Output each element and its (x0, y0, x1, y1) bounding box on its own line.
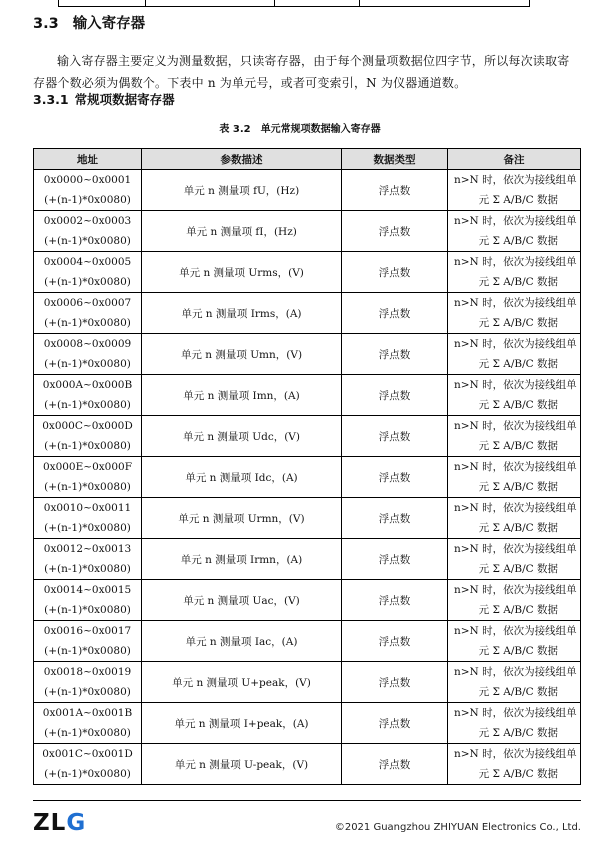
type-cell: 浮点数 (342, 744, 448, 785)
address-offset: (+(n-1)*0x0080) (44, 686, 131, 698)
note-line-2: 元 Σ A/B/C 数据 (478, 727, 558, 739)
type-cell: 浮点数 (342, 252, 448, 293)
note-line-2: 元 Σ A/B/C 数据 (478, 768, 558, 780)
table-row (34, 662, 581, 703)
param-cell: 单元 n 测量项 Idc，(A) (142, 457, 342, 498)
previous-table-divider (359, 0, 360, 6)
table-row (34, 744, 581, 785)
note-line-1: n>N 时，依次为接线组单 (454, 338, 577, 350)
address-range: 0x000C~0x000D (42, 420, 133, 432)
table-row (34, 621, 581, 662)
address-cell (34, 252, 142, 293)
logo-text: ZL (33, 810, 67, 836)
note-line-1: n>N 时，依次为接线组单 (454, 584, 577, 596)
logo-accent: G (66, 810, 87, 836)
note-line-2: 元 Σ A/B/C 数据 (478, 563, 558, 575)
table-caption: 表 3.2 单元常规项数据输入寄存器 (219, 124, 381, 135)
table-row (34, 498, 581, 539)
param-cell: 单元 n 测量项 Irmn，(A) (142, 539, 342, 580)
address-range: 0x0018~0x0019 (43, 666, 132, 678)
previous-table-divider (145, 0, 146, 6)
note-line-1: n>N 时，依次为接线组单 (454, 420, 577, 432)
type-cell: 浮点数 (342, 539, 448, 580)
address-cell (34, 293, 142, 334)
section-number: 3.3 (33, 16, 59, 32)
header-address: 地址 (34, 149, 142, 170)
address-cell (34, 539, 142, 580)
note-cell (448, 375, 581, 416)
note-line-2: 元 Σ A/B/C 数据 (478, 317, 558, 329)
header-type: 数据类型 (342, 149, 448, 170)
note-line-1: n>N 时，依次为接线组单 (454, 215, 577, 227)
table-row (34, 170, 581, 211)
note-line-2: 元 Σ A/B/C 数据 (478, 481, 558, 493)
note-cell (448, 252, 581, 293)
address-range: 0x0000~0x0001 (43, 174, 132, 186)
address-range: 0x0010~0x0011 (43, 502, 132, 514)
type-cell: 浮点数 (342, 211, 448, 252)
note-cell (448, 662, 581, 703)
address-cell (34, 416, 142, 457)
note-line-1: n>N 时，依次为接线组单 (454, 174, 577, 186)
address-offset: (+(n-1)*0x0080) (44, 440, 131, 452)
note-line-2: 元 Σ A/B/C 数据 (478, 686, 558, 698)
table-row (34, 293, 581, 334)
note-cell (448, 211, 581, 252)
note-cell (448, 170, 581, 211)
address-cell (34, 621, 142, 662)
note-line-2: 元 Σ A/B/C 数据 (478, 440, 558, 452)
type-cell: 浮点数 (342, 457, 448, 498)
address-cell (34, 334, 142, 375)
note-cell (448, 539, 581, 580)
param-cell: 单元 n 测量项 Iac，(A) (142, 621, 342, 662)
type-cell: 浮点数 (342, 375, 448, 416)
table-row (34, 457, 581, 498)
subsection-heading (33, 90, 175, 108)
param-cell: 单元 n 测量项 fU，(Hz) (142, 170, 342, 211)
type-cell: 浮点数 (342, 170, 448, 211)
address-offset: (+(n-1)*0x0080) (44, 317, 131, 329)
param-cell: 单元 n 测量项 Urms，(V) (142, 252, 342, 293)
address-offset: (+(n-1)*0x0080) (44, 768, 131, 780)
address-offset: (+(n-1)*0x0080) (44, 727, 131, 739)
address-cell (34, 170, 142, 211)
address-cell (34, 457, 142, 498)
zlg-logo (33, 810, 86, 836)
note-cell (448, 703, 581, 744)
type-cell: 浮点数 (342, 703, 448, 744)
param-cell: 单元 n 测量项 I+peak，(A) (142, 703, 342, 744)
note-cell (448, 580, 581, 621)
table-row (34, 539, 581, 580)
address-offset: (+(n-1)*0x0080) (44, 645, 131, 657)
table-row (34, 416, 581, 457)
note-line-1: n>N 时，依次为接线组单 (454, 461, 577, 473)
header-note: 备注 (448, 149, 581, 170)
address-range: 0x0004~0x0005 (43, 256, 132, 268)
note-cell (448, 457, 581, 498)
address-range: 0x0006~0x0007 (43, 297, 132, 309)
note-cell (448, 498, 581, 539)
param-cell: 单元 n 测量项 Udc，(V) (142, 416, 342, 457)
type-cell: 浮点数 (342, 498, 448, 539)
address-cell (34, 498, 142, 539)
param-cell: 单元 n 测量项 fI，(Hz) (142, 211, 342, 252)
address-cell (34, 580, 142, 621)
note-cell (448, 293, 581, 334)
address-range: 0x0012~0x0013 (43, 543, 132, 555)
note-cell (448, 416, 581, 457)
previous-table-edge (58, 0, 530, 7)
address-cell (34, 662, 142, 703)
address-cell (34, 703, 142, 744)
address-offset: (+(n-1)*0x0080) (44, 235, 131, 247)
address-offset: (+(n-1)*0x0080) (44, 358, 131, 370)
note-line-1: n>N 时，依次为接线组单 (454, 707, 577, 719)
note-cell (448, 334, 581, 375)
param-cell: 单元 n 测量项 Umn，(V) (142, 334, 342, 375)
param-cell: 单元 n 测量项 Urmn，(V) (142, 498, 342, 539)
table-row (34, 580, 581, 621)
address-range: 0x0014~0x0015 (43, 584, 132, 596)
note-line-2: 元 Σ A/B/C 数据 (478, 522, 558, 534)
param-cell: 单元 n 测量项 Uac，(V) (142, 580, 342, 621)
note-line-1: n>N 时，依次为接线组单 (454, 625, 577, 637)
intro-paragraph: 输入寄存器主要定义为测量数据，只读寄存器，由于每个测量项数据位四字节，所以每次读取寄存器个数必须为偶数个。下表中 n 为单元号，或者可变索引，N 为仪器通道数。 (33, 54, 570, 90)
param-cell: 单元 n 测量项 Irms，(A) (142, 293, 342, 334)
header-param: 参数描述 (142, 149, 342, 170)
footer-rule (33, 800, 581, 801)
note-line-1: n>N 时，依次为接线组单 (454, 297, 577, 309)
copyright-text: ©2021 Guangzhou ZHIYUAN Electronics Co., Ltd. (334, 822, 581, 833)
note-line-1: n>N 时，依次为接线组单 (454, 748, 577, 760)
subsection-number: 3.3.1 (33, 92, 69, 107)
type-cell: 浮点数 (342, 662, 448, 703)
note-line-2: 元 Σ A/B/C 数据 (478, 276, 558, 288)
address-range: 0x0016~0x0017 (43, 625, 132, 637)
address-range: 0x001A~0x001B (42, 707, 133, 719)
address-cell (34, 211, 142, 252)
note-line-2: 元 Σ A/B/C 数据 (478, 399, 558, 411)
subsection-title: 常规项数据寄存器 (74, 92, 175, 107)
table-header-row (34, 149, 581, 170)
table-row (34, 703, 581, 744)
param-cell: 单元 n 测量项 U+peak，(V) (142, 662, 342, 703)
type-cell: 浮点数 (342, 621, 448, 662)
note-line-1: n>N 时，依次为接线组单 (454, 543, 577, 555)
note-line-1: n>N 时，依次为接线组单 (454, 502, 577, 514)
param-cell: 单元 n 测量项 Imn，(A) (142, 375, 342, 416)
note-line-1: n>N 时，依次为接线组单 (454, 256, 577, 268)
address-offset: (+(n-1)*0x0080) (44, 399, 131, 411)
type-cell: 浮点数 (342, 416, 448, 457)
address-offset: (+(n-1)*0x0080) (44, 604, 131, 616)
address-range: 0x000A~0x000B (42, 379, 133, 391)
table-row (34, 211, 581, 252)
note-line-2: 元 Σ A/B/C 数据 (478, 358, 558, 370)
address-cell (34, 375, 142, 416)
address-offset: (+(n-1)*0x0080) (44, 276, 131, 288)
note-line-1: n>N 时，依次为接线组单 (454, 666, 577, 678)
type-cell: 浮点数 (342, 293, 448, 334)
note-line-2: 元 Σ A/B/C 数据 (478, 604, 558, 616)
address-range: 0x0002~0x0003 (43, 215, 132, 227)
address-offset: (+(n-1)*0x0080) (44, 563, 131, 575)
previous-table-divider (274, 0, 275, 6)
address-range: 0x0008~0x0009 (43, 338, 132, 350)
address-cell (34, 744, 142, 785)
note-cell (448, 621, 581, 662)
table-body (34, 170, 581, 785)
table-row (34, 375, 581, 416)
address-offset: (+(n-1)*0x0080) (44, 481, 131, 493)
section-title: 输入寄存器 (72, 16, 146, 32)
table-row (34, 252, 581, 293)
note-line-2: 元 Σ A/B/C 数据 (478, 235, 558, 247)
address-offset: (+(n-1)*0x0080) (44, 522, 131, 534)
note-line-2: 元 Σ A/B/C 数据 (478, 645, 558, 657)
table-row (34, 334, 581, 375)
address-range: 0x000E~0x000F (42, 461, 133, 473)
type-cell: 浮点数 (342, 334, 448, 375)
type-cell: 浮点数 (342, 580, 448, 621)
address-range: 0x001C~0x001D (42, 748, 133, 760)
register-table (33, 148, 581, 785)
address-offset: (+(n-1)*0x0080) (44, 194, 131, 206)
param-cell: 单元 n 测量项 U-peak，(V) (142, 744, 342, 785)
note-line-2: 元 Σ A/B/C 数据 (478, 194, 558, 206)
note-cell (448, 744, 581, 785)
note-line-1: n>N 时，依次为接线组单 (454, 379, 577, 391)
section-heading (33, 12, 145, 33)
